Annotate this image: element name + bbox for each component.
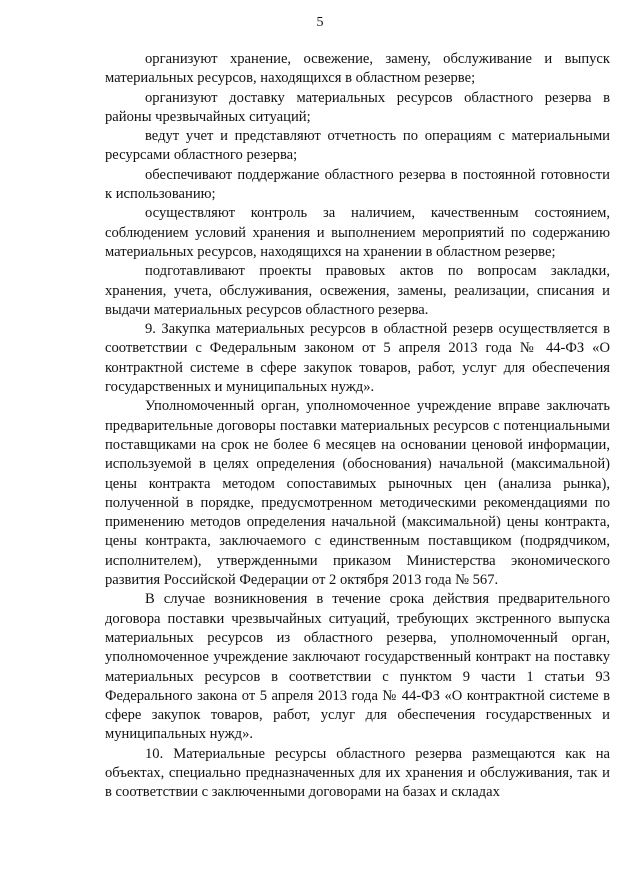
document-body — [105, 50, 610, 803]
paragraph-readiness-duties: обеспечивают поддержание областного резерва в постоянной готовности к использованию; — [105, 166, 610, 203]
paragraph-delivery-duties: организуют доставку материальных ресурсов областного резерва в районы чрезвычайных ситуаций; — [105, 89, 610, 125]
paragraph-legal-acts-duties: подготавливают проекты правовых актов по вопросам закладки, хранения, учета, обслуживания, освежения, замены, реализации, списания и выдачи материальных ресурсов областного резерва. — [105, 263, 610, 318]
paragraph-storage-duties: организуют хранение, освежение, замену, обслуживание и выпуск материальных ресурсов, находящихся в областном резерве; — [105, 51, 610, 87]
paragraph-preliminary-contracts: Уполномоченный орган, уполномоченное учреждение вправе заключать предварительные договоры поставки материальных ресурсов с потенциальными поставщиками на срок не более 6 месяцев на основании ценовой информации, используемой в целях определения (обоснования) начальной (максимальной) цены контракта методом сопоставимых рыночных цен (анализа рынка), полученной в порядке, предусмотренном методическими рекомендациями по применению методов определения начальной (максимальной) цены контракта, цены контракта, заключаемого с единственным поставщиком (подрядчиком, исполнителем), утвержденными приказом Министерства экономического развития Российской Федерации от 2 октября 2013 года № 567. — [105, 398, 610, 589]
paragraph-item-10: 10. Материальные ресурсы областного резерва размещаются как на объектах, специально предназначенных для их хранения и обслуживания, так и в соответствии с заключенными договорами на базах и складах — [105, 745, 610, 801]
paragraph-emergency-contract: В случае возникновения в течение срока действия предварительного договора поставки чрезвычайных ситуаций, требующих экстренного выпуска материальных ресурсов из областного резерва, уполномоченный орган, уполномоченное учреждение заключают государственный контракт на поставку материальных ресурсов в соответствии с пунктом 9 части 1 статьи 93 Федерального закона от 5 апреля 2013 года № 44-ФЗ «О контрактной системе в сфере закупок товаров, работ, услуг для обеспечения государственных и муниципальных нужд». — [105, 591, 610, 743]
paragraph-accounting-duties: ведут учет и представляют отчетность по операциям с материальными ресурсами областного резерва; — [105, 128, 610, 164]
page-number: 5 — [316, 15, 324, 30]
paragraph-control-duties: осуществляют контроль за наличием, качественным состоянием, соблюдением условий хранения и выполнением мероприятий по содержанию материальных ресурсов, находящихся на хранении в областном резерве; — [105, 205, 610, 260]
paragraph-item-9: 9. Закупка материальных ресурсов в областной резерв осуществляется в соответствии с Федеральным законом от 5 апреля 2013 года № 44-ФЗ «О контрактной системе в сфере закупок товаров, работ, услуг для обеспечения государственных и муниципальных нужд». — [105, 321, 610, 396]
